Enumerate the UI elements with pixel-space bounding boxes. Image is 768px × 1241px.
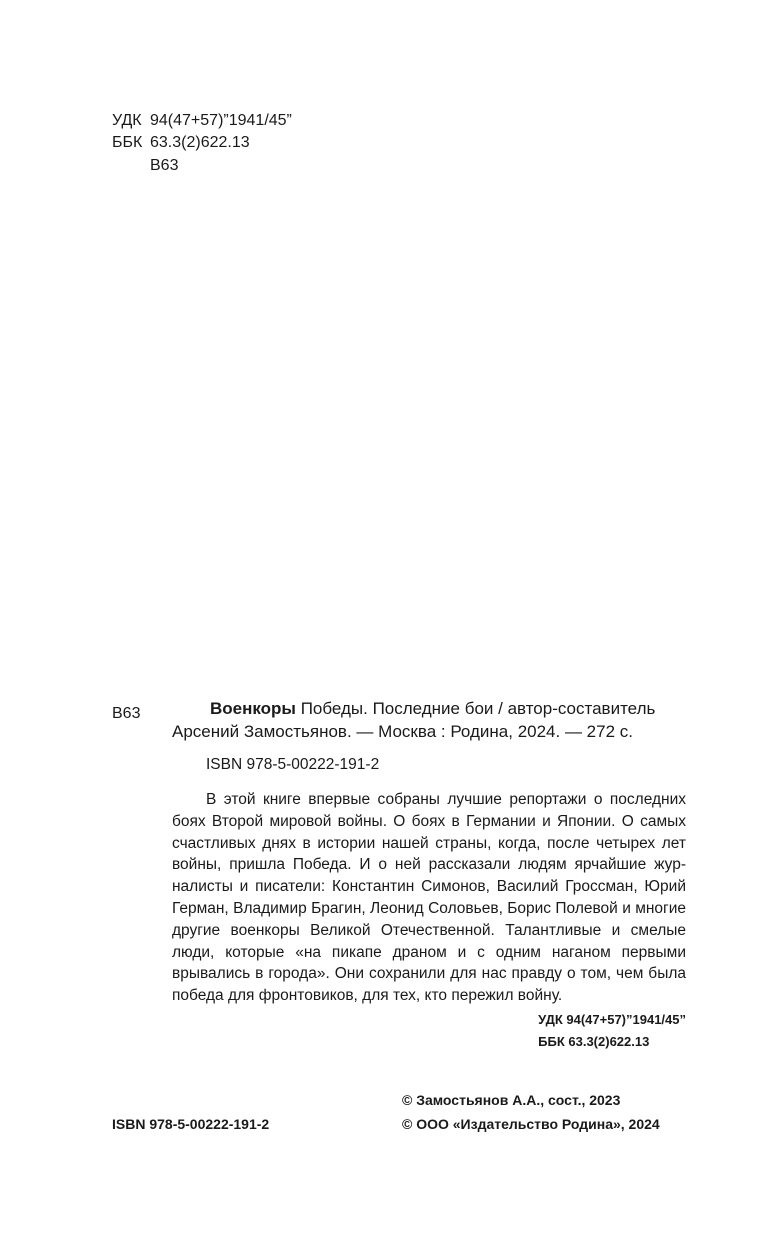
copyright-compiler: © Замостьянов А.А., сост., 2023 — [402, 1092, 621, 1108]
annotation — [172, 789, 686, 1007]
copyright-publisher: © ООО «Издательство Родина», 2024 — [402, 1116, 660, 1132]
catalog-isbn: ISBN 978-5-00222-191-2 — [206, 756, 380, 773]
title-rest: Победы. Последние бои / автор-составитель — [295, 699, 656, 718]
bbk-label: ББК — [112, 134, 143, 151]
bbk-code: ББК 63.3(2)622.13 — [538, 1034, 650, 1049]
udk-label: УДК — [112, 112, 142, 129]
catalog-title-line — [210, 698, 655, 720]
udk-header-row — [112, 110, 292, 132]
udk-code: УДК 94(47+57)”1941/45” — [538, 1012, 686, 1027]
copyright-block — [402, 1088, 660, 1136]
classification-block — [538, 1009, 686, 1053]
catalog-line-2: Арсений Замостьянов. — Москва : Родина, 2024. — 272 с. — [172, 722, 633, 741]
bbk-value: 63.3(2)622.13 — [150, 134, 250, 151]
author-mark-header-row — [112, 155, 178, 177]
annotation-text: В этой книге впервые собраны лучшие репортажи о последних боях Второй мировой войны. О боях в Германии и Японии. О самых счастливых днях в истории нашей страны, когда, после четырех лет войны, пришла Победа. И о ней рассказали людям ярчайшие журналисты и писатели: Константин Симонов, Василий Гроссман, Юрий Герман, Владимир Брагин, Леонид Соловьев, Борис Полевой и многие другие военкоры Великой Отечественной. Талантливые и смелые люди, которые «на пикапе драном и с одним наганом первыми врывались в города». Они сохранили для нас правду о том, чем была победа для фронтовиков, для тех, кто пережил войну. — [172, 791, 686, 1005]
author-mark-header: В63 — [150, 157, 179, 174]
bbk-header-row — [112, 132, 250, 154]
author-mark: В63 — [112, 705, 141, 722]
footer-isbn: ISBN 978-5-00222-191-2 — [112, 1116, 270, 1132]
udk-value: 94(47+57)”1941/45” — [150, 112, 292, 129]
title-bold: Военкоры — [210, 699, 296, 718]
